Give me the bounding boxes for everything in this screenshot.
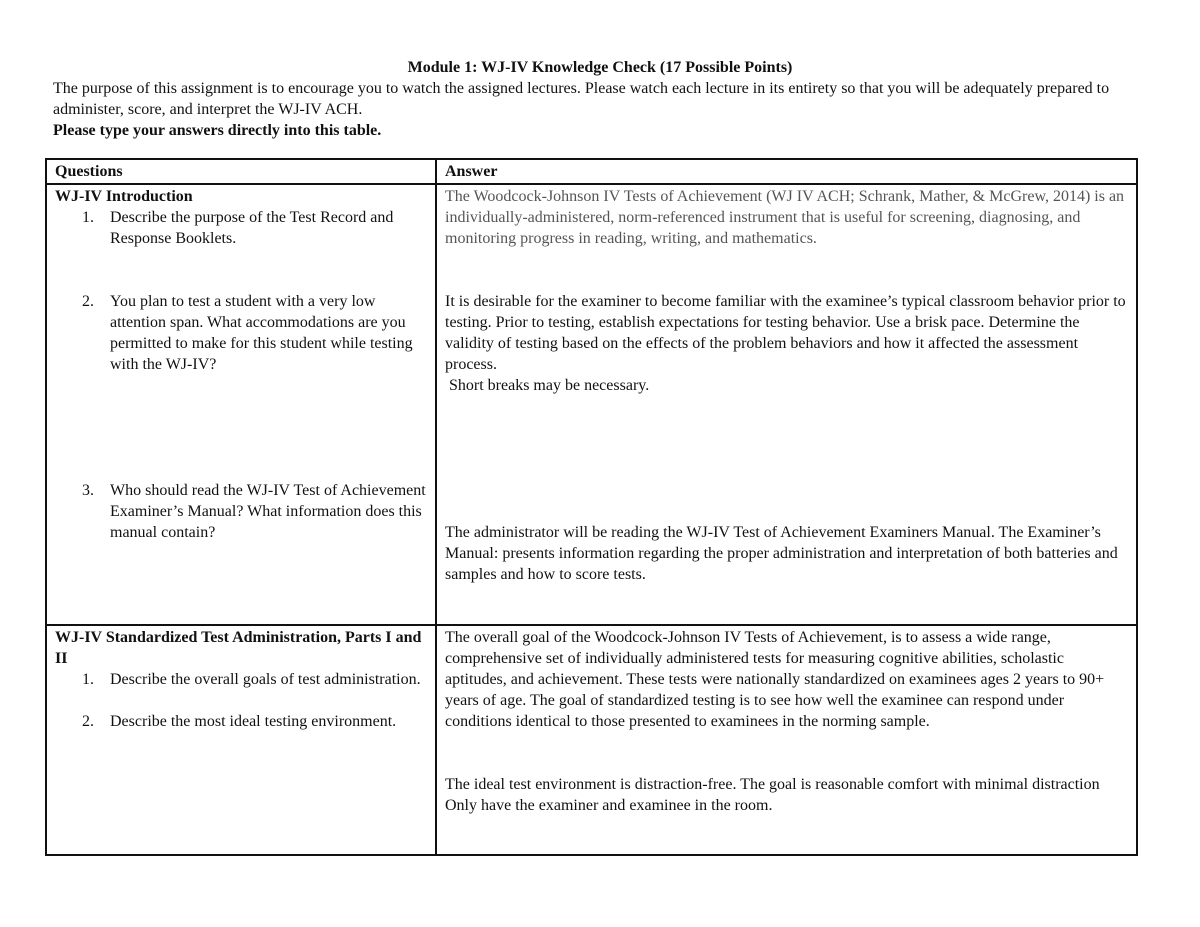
answer-text: The ideal test environment is distraction-free. The goal is reasonable comfort with minimal distraction bbox=[445, 776, 1100, 793]
section-heading: WJ-IV Standardized Test Administration, Parts I and II bbox=[55, 629, 422, 667]
document-title: Module 1: WJ-IV Knowledge Check (17 Possible Points) bbox=[407, 59, 793, 76]
table-row bbox=[46, 184, 1137, 625]
question-number: 1. bbox=[82, 671, 94, 688]
questions-cell-section2 bbox=[46, 625, 436, 855]
answer-text: Short breaks may be necessary. bbox=[445, 377, 650, 394]
answer-text: The overall goal of the Woodcock-Johnson IV Tests of Achievement, is to assess a wide range, comprehensive set of individually administered tests for measuring cognitive abilities, scholastic aptitudes, and achievement. These tests were nationally standardized on examinees ages 2 years to 90+ years of age. The goal of standardized testing is to see how well the examinee can respond under conditions identical to those presented to examinees in the norming sample. bbox=[445, 629, 1105, 730]
questions-cell-section1 bbox=[46, 184, 436, 625]
question-item bbox=[55, 480, 427, 543]
answer-text: The Woodcock-Johnson IV Tests of Achievement (WJ IV ACH; Schrank, Mather, & McGrew, 2014) is an individually-administered, norm-referenced instrument that is useful for screening, diagnosing, and monitoring progress in reading, writing, and mathematics. bbox=[445, 188, 1125, 247]
section-heading: WJ-IV Introduction bbox=[55, 188, 193, 205]
question-number: 1. bbox=[82, 209, 94, 226]
answer-text: Only have the examiner and examinee in the room. bbox=[445, 797, 773, 814]
intro-purpose: The purpose of this assignment is to encourage you to watch the assigned lectures. Please watch each lecture in its entirety so that you will be adequately prepared to administer, score, and interpret the WJ-IV ACH. bbox=[53, 80, 1110, 118]
answer-cell-section2 bbox=[436, 625, 1137, 855]
header-questions: Questions bbox=[46, 159, 436, 184]
answer-text: It is desirable for the examiner to become familiar with the examinee’s typical classroom behavior prior to testing. Prior to testing, establish expectations for testing behavior. Use a brisk pace. Determine the validity of testing based on the effects of the problem behaviors and how it affected the assessment process. bbox=[445, 293, 1126, 373]
intro-instruction: Please type your answers directly into this table. bbox=[53, 122, 382, 139]
question-item bbox=[55, 291, 427, 375]
question-number: 2. bbox=[82, 293, 94, 310]
knowledge-check-table bbox=[45, 158, 1138, 856]
question-number: 2. bbox=[82, 713, 94, 730]
table-header-row bbox=[46, 159, 1137, 184]
question-text: Who should read the WJ-IV Test of Achievement Examiner’s Manual? What information does this manual contain? bbox=[110, 482, 426, 541]
question-item bbox=[55, 711, 427, 732]
answer-cell-section1 bbox=[436, 184, 1137, 625]
question-text: Describe the most ideal testing environment. bbox=[110, 713, 397, 730]
question-text: Describe the purpose of the Test Record and Response Booklets. bbox=[110, 209, 394, 247]
question-number: 3. bbox=[82, 482, 94, 499]
table-row bbox=[46, 625, 1137, 855]
question-item bbox=[55, 669, 427, 690]
answer-text: The administrator will be reading the WJ-IV Test of Achievement Examiners Manual. The Examiner’s Manual: presents information regarding the proper administration and interpretation of both batteries and samples and how to score tests. bbox=[445, 524, 1118, 583]
intro-block bbox=[53, 78, 1143, 141]
question-item bbox=[55, 207, 427, 249]
question-text: Describe the overall goals of test administration. bbox=[110, 671, 421, 688]
header-answer: Answer bbox=[436, 159, 1137, 184]
question-text: You plan to test a student with a very low attention span. What accommodations are you permitted to make for this student while testing with the WJ-IV? bbox=[110, 293, 413, 373]
